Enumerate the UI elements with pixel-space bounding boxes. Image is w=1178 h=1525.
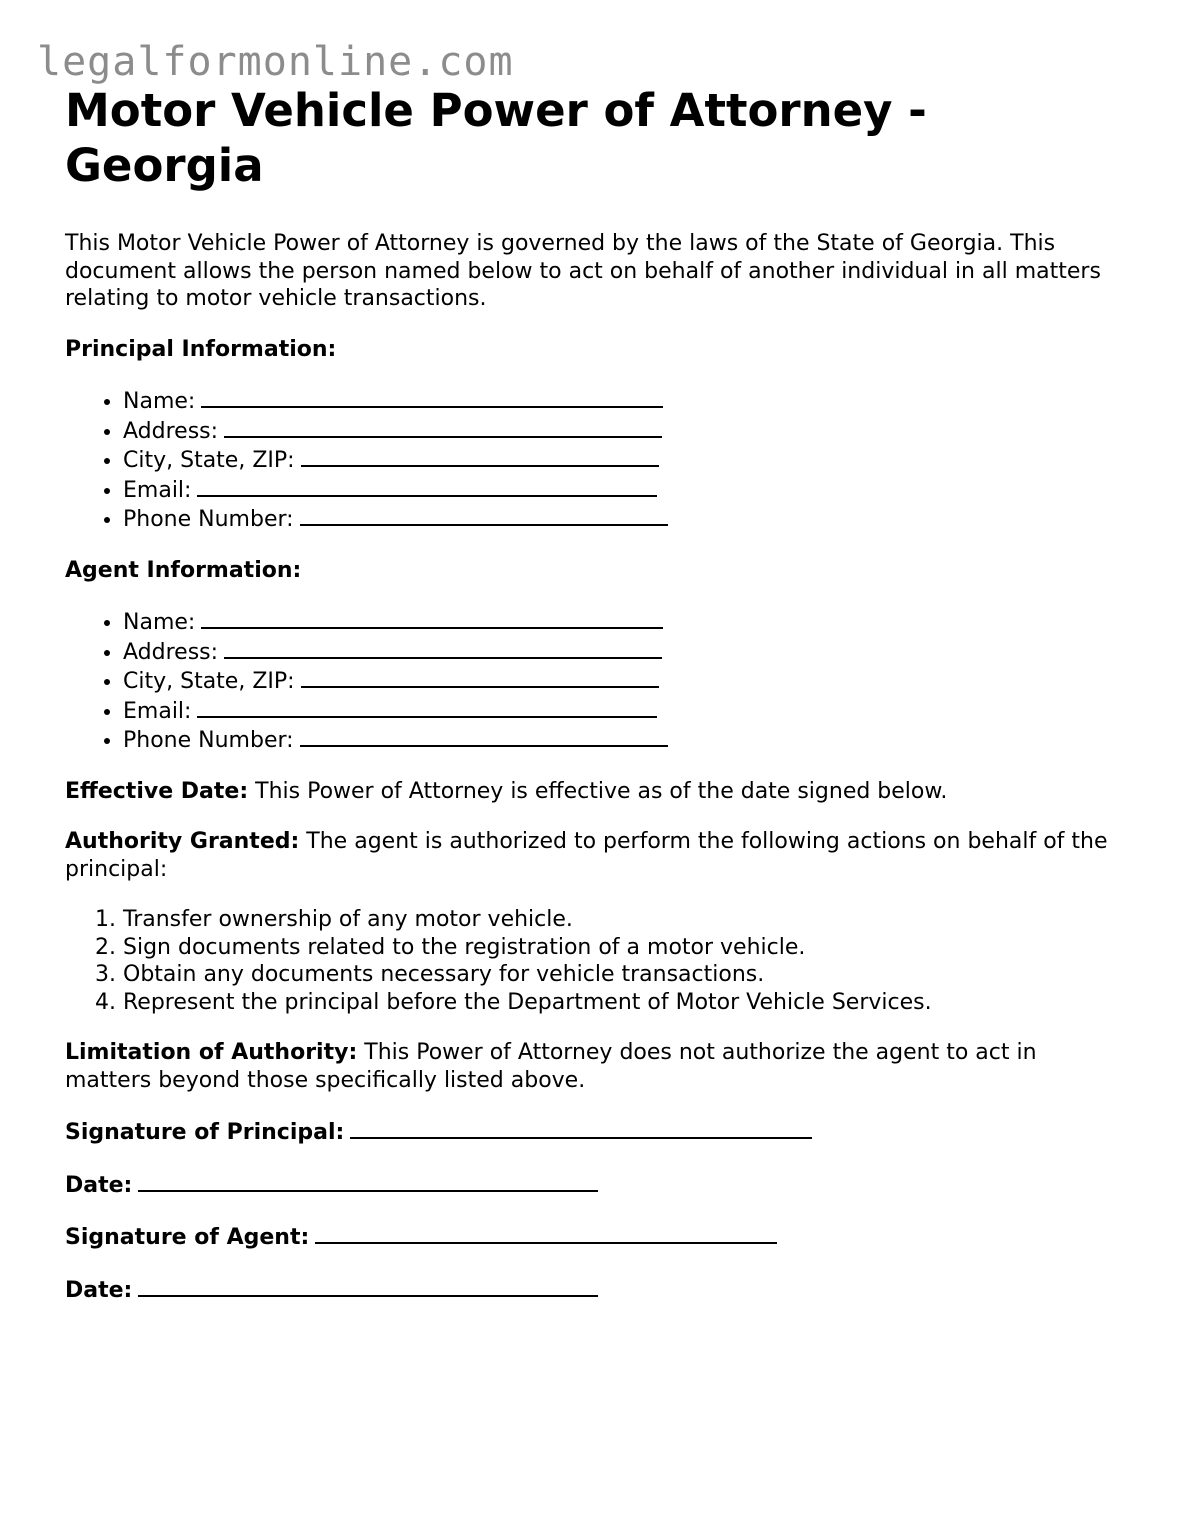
principal-signature-row: [65, 1117, 1125, 1147]
principal-address-field: • Address:: [123, 416, 1125, 446]
authority-text: The agent is authorized to perform the following actions on behalf of the principal:: [65, 829, 1108, 882]
agent-city-blank[interactable]: [301, 666, 659, 688]
authority-paragraph: [65, 828, 1125, 883]
principal-heading: Principal Information:: [65, 336, 337, 362]
agent-date-row: [65, 1275, 1125, 1305]
agent-signature-blank[interactable]: [315, 1222, 777, 1244]
principal-date-blank[interactable]: [138, 1170, 598, 1192]
limitation-paragraph: [65, 1039, 1125, 1094]
limitation-label: Limitation of Authority:: [65, 1040, 358, 1065]
agent-field-list: [65, 607, 1125, 755]
agent-name-blank[interactable]: [201, 607, 663, 629]
principal-signature-blank[interactable]: [350, 1117, 812, 1139]
agent-heading: Agent Information:: [65, 557, 302, 583]
principal-name-blank[interactable]: [201, 386, 663, 408]
effective-date-paragraph: [65, 778, 1125, 806]
agent-address-field: • Address:: [123, 637, 1125, 667]
principal-city-field: • City, State, ZIP:: [123, 445, 1125, 475]
effective-date-text: This Power of Attorney is effective as of the date signed below.: [255, 778, 948, 804]
intro-paragraph: This Motor Vehicle Power of Attorney is governed by the laws of the State of Georgia. This document allows the person named below to act on behalf of another individual in all matters relating to motor vehicle transactions.: [65, 231, 1101, 311]
agent-email-field: • Email:: [123, 696, 1125, 726]
principal-date-row: [65, 1170, 1125, 1200]
principal-phone-field: • Phone Number:: [123, 504, 1125, 534]
agent-phone-field: • Phone Number:: [123, 725, 1125, 755]
principal-address-blank[interactable]: [224, 416, 662, 438]
agent-name-field: • Name:: [123, 607, 1125, 637]
agent-phone-blank[interactable]: [300, 725, 668, 747]
principal-date-label: Date:: [65, 1172, 133, 1198]
principal-phone-blank[interactable]: [300, 504, 668, 526]
principal-name-field: • Name:: [123, 386, 1125, 416]
agent-date-label: Date:: [65, 1277, 133, 1303]
principal-email-field: • Email:: [123, 475, 1125, 505]
authority-item: 1. Transfer ownership of any motor vehicle.: [123, 906, 1125, 934]
document-page: [65, 83, 1125, 1304]
authority-item: 4. Represent the principal before the Department of Motor Vehicle Services.: [123, 989, 1125, 1017]
principal-field-list: [65, 386, 1125, 534]
authority-list: [65, 906, 1125, 1016]
principal-city-blank[interactable]: [301, 445, 659, 467]
site-watermark: legalformonline.com: [37, 39, 514, 85]
agent-signature-row: [65, 1222, 1125, 1252]
document-title: Motor Vehicle Power of Attorney - Georgia: [65, 84, 927, 192]
authority-item: 2. Sign documents related to the registration of a motor vehicle.: [123, 934, 1125, 962]
limitation-text: This Power of Attorney does not authorize the agent to act in matters beyond those specifically listed above.: [65, 1040, 1037, 1093]
agent-signature-label: Signature of Agent:: [65, 1225, 310, 1250]
authority-item: 3. Obtain any documents necessary for vehicle transactions.: [123, 961, 1125, 989]
agent-address-blank[interactable]: [224, 637, 662, 659]
agent-email-blank[interactable]: [197, 696, 657, 718]
principal-email-blank[interactable]: [197, 475, 657, 497]
effective-date-label: Effective Date:: [65, 778, 249, 804]
authority-label: Authority Granted:: [65, 829, 300, 854]
agent-date-blank[interactable]: [138, 1275, 598, 1297]
principal-signature-label: Signature of Principal:: [65, 1120, 345, 1145]
agent-city-field: • City, State, ZIP:: [123, 666, 1125, 696]
